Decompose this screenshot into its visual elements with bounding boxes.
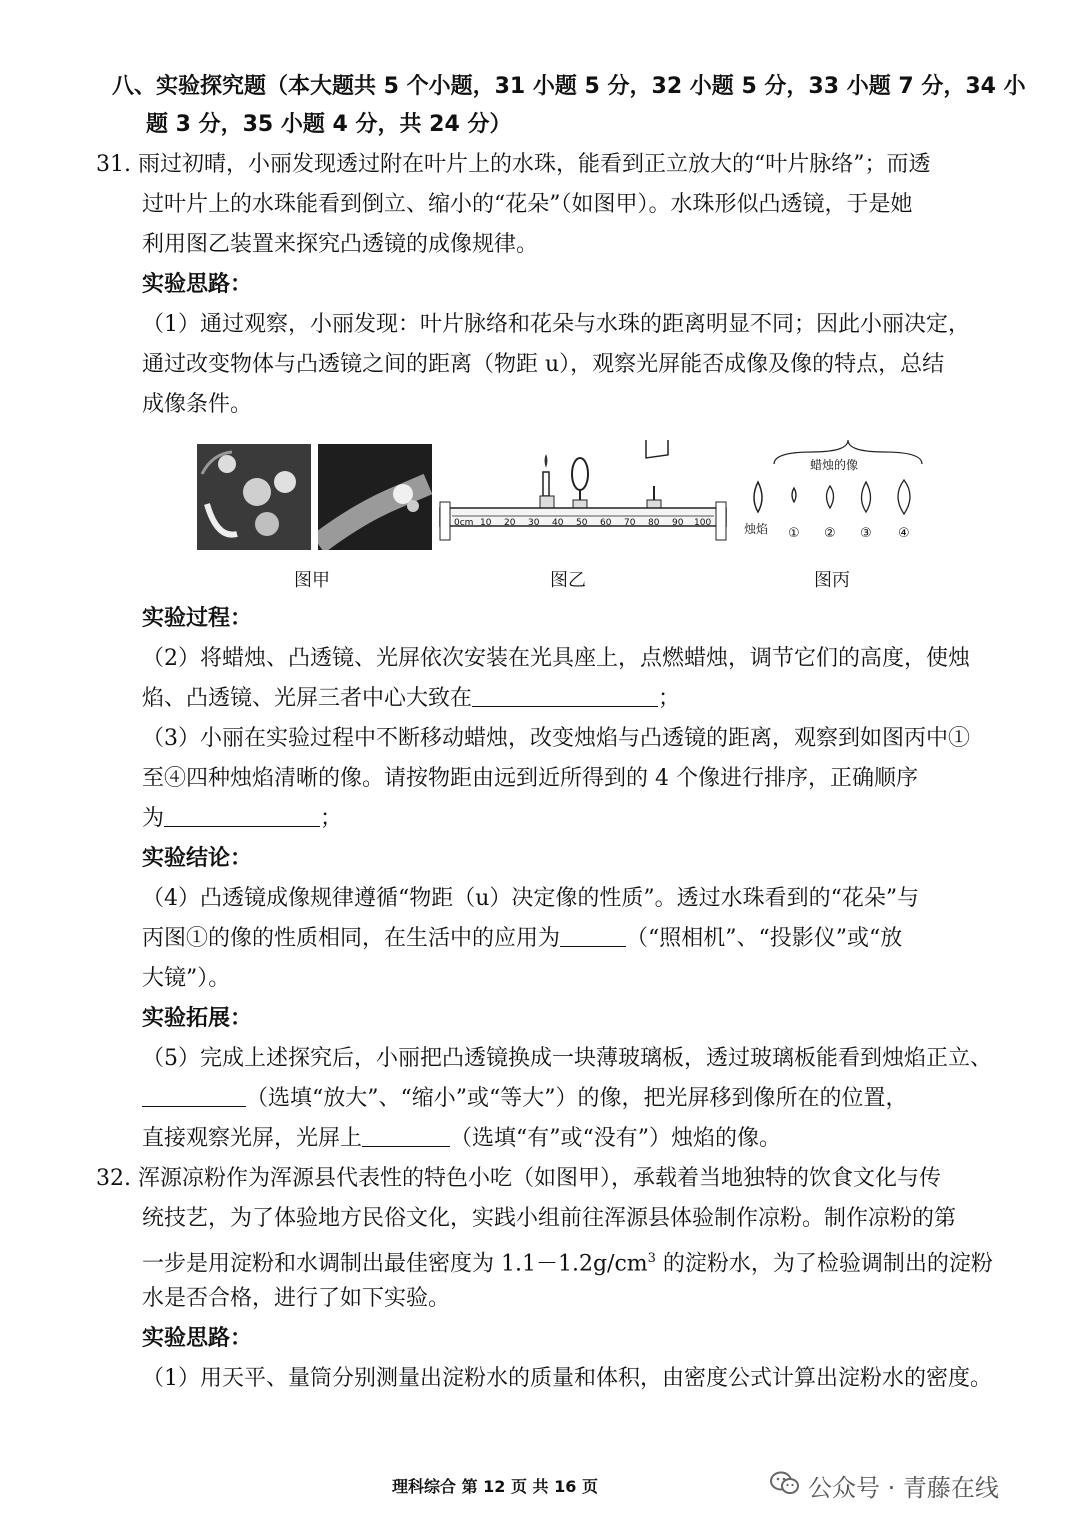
q31-p4-line2-end: （“照相机”、“投影仪”或“放 bbox=[626, 926, 903, 951]
ruler-unit: 0cm bbox=[454, 518, 474, 528]
q31-p3-line3-text: 为 bbox=[142, 806, 165, 831]
ruler-tick: 80 bbox=[648, 518, 660, 528]
q31-p3-line1: （3）小丽在实验过程中不断移动蜡烛，改变烛焰与凸透镜的距离，观察到如图丙中① bbox=[142, 726, 970, 751]
ruler-tick: 40 bbox=[552, 518, 564, 528]
answer-blank-3[interactable] bbox=[164, 804, 320, 827]
q31-line1: 31. 雨过初晴，小丽发现透过附在叶片上的水珠，能看到正立放大的“叶片脉络”；而透 bbox=[96, 152, 931, 177]
q31-heading-process: 实验过程： bbox=[142, 606, 253, 631]
figure-a-photo-right bbox=[318, 444, 432, 550]
q31-p4-line3: 大镜”）。 bbox=[142, 966, 231, 991]
figure-a-caption: 图甲 bbox=[294, 570, 330, 591]
q31-line3: 利用图乙装置来探究凸透镜的成像规律。 bbox=[142, 232, 539, 257]
q31-p3-line3 bbox=[142, 804, 342, 834]
section-title-line2: 题 3 分，35 小题 4 分，共 24 分） bbox=[146, 112, 512, 137]
q31-p5-line3 bbox=[142, 1124, 781, 1154]
q31-p2-line1: （2）将蜡烛、凸透镜、光屏依次安装在光具座上，点燃蜡烛，调节它们的高度，使烛 bbox=[142, 646, 970, 671]
answer-blank-5a[interactable] bbox=[142, 1084, 246, 1107]
ruler-tick: 60 bbox=[600, 518, 612, 528]
q31-line2: 过叶片上的水珠能看到倒立、缩小的“花朵”（如图甲）。水珠形似凸透镜，于是她 bbox=[142, 192, 913, 217]
q32-line3-superscript: 3 bbox=[647, 1251, 656, 1266]
q32-line4: 水是否合格，进行了如下实验。 bbox=[142, 1286, 451, 1311]
q32-line3-end: 的淀粉水，为了检验调制出的淀粉 bbox=[655, 1251, 993, 1277]
ruler-tick: 10 bbox=[480, 518, 492, 528]
ruler-tick: 30 bbox=[528, 518, 540, 528]
q31-p4-line2-text: 丙图①的像的性质相同，在生活中的应用为 bbox=[142, 926, 561, 951]
answer-blank-4[interactable] bbox=[560, 924, 626, 947]
q31-p5-line3-end: （选填“有”或“没有”）烛焰的像。 bbox=[450, 1126, 782, 1151]
q31-p1-line3: 成像条件。 bbox=[142, 392, 253, 417]
answer-blank-2[interactable] bbox=[472, 684, 658, 707]
section-title-line1: 八、实验探究题（本大题共 5 个小题，31 小题 5 分，32 小题 5 分，33 小题 7 分，34 小 bbox=[112, 74, 1026, 99]
page-footer: 理科综合 第 12 页 共 16 页 bbox=[392, 1477, 598, 1496]
q32-p1: （1）用天平、量筒分别测量出淀粉水的质量和体积，由密度公式计算出淀粉水的密度。 bbox=[142, 1366, 992, 1391]
q31-p4-line1: （4）凸透镜成像规律遵循“物距（u）决定像的性质”。透过水珠看到的“花朵”与 bbox=[142, 886, 920, 911]
ruler-scale bbox=[454, 518, 716, 532]
figure-c-candle-images bbox=[738, 440, 938, 560]
q32-line3-text: 一步是用淀粉和水调制出最佳密度为 1.1－1.2g/cm bbox=[142, 1251, 648, 1277]
q31-p5-line1: （5）完成上述探究后，小丽把凸透镜换成一块薄玻璃板，透过玻璃板能看到烛焰正立、 bbox=[142, 1046, 992, 1071]
q31-p5-line2 bbox=[142, 1084, 908, 1114]
q31-p2-line2-text: 焰、凸透镜、光屏三者中心大致在 bbox=[142, 686, 473, 711]
flame-label: 烛焰 bbox=[744, 522, 769, 536]
q31-heading-extension: 实验拓展： bbox=[142, 1006, 253, 1031]
q32-line2: 统技艺，为了体验地方民俗文化，实践小组前往浑源县体验制作凉粉。制作凉粉的第 bbox=[142, 1206, 957, 1231]
ruler-tick: 50 bbox=[576, 518, 588, 528]
image-mark-1: ① bbox=[788, 526, 800, 541]
q31-p2-line2 bbox=[142, 684, 680, 714]
q31-heading-conclusion: 实验结论： bbox=[142, 846, 253, 871]
answer-blank-5b[interactable] bbox=[362, 1124, 450, 1147]
image-mark-4: ④ bbox=[898, 526, 910, 541]
candle-image-label: 蜡烛的像 bbox=[810, 458, 859, 472]
figure-c-caption: 图丙 bbox=[814, 570, 850, 591]
candle-flame bbox=[545, 454, 548, 468]
figure-b-optical-bench bbox=[432, 440, 732, 560]
q32-line3 bbox=[142, 1244, 993, 1279]
q31-p1-line1: （1）通过观察，小丽发现：叶片脉络和花朵与水珠的距离明显不同；因此小丽决定， bbox=[142, 312, 970, 337]
image-mark-2: ② bbox=[824, 526, 836, 541]
ruler-tick: 100 bbox=[694, 518, 712, 528]
q31-p5-line3-text: 直接观察光屏，光屏上 bbox=[142, 1126, 363, 1151]
ruler-tick: 90 bbox=[672, 518, 684, 528]
image-mark-3: ③ bbox=[860, 526, 872, 541]
q31-p4-line2 bbox=[142, 924, 902, 954]
q31-heading-idea: 实验思路： bbox=[142, 272, 253, 297]
ruler-tick: 70 bbox=[624, 518, 636, 528]
wechat-icon bbox=[770, 1470, 800, 1496]
ruler-tick: 20 bbox=[504, 518, 516, 528]
watermark-text: 公众号 · 青藤在线 bbox=[808, 1474, 999, 1502]
q31-p3-line3-end: ； bbox=[320, 806, 343, 831]
q31-p2-line2-end: ； bbox=[658, 686, 681, 711]
figure-a-photo-left bbox=[197, 444, 311, 550]
q31-p3-line2: 至④四种烛焰清晰的像。请按物距由远到近所得到的 4 个像进行排序，正确顺序 bbox=[142, 766, 918, 791]
q32-heading-idea: 实验思路： bbox=[142, 1326, 253, 1351]
q31-p1-line2: 通过改变物体与凸透镜之间的距离（物距 u），观察光屏能否成像及像的特点，总结 bbox=[142, 352, 945, 377]
q31-p5-line2-text: （选填“放大”、“缩小”或“等大”）的像，把光屏移到像所在的位置， bbox=[246, 1086, 908, 1111]
q32-line1: 32. 浑源凉粉作为浑源县代表性的特色小吃（如图甲），承载着当地独特的饮食文化与传 bbox=[96, 1166, 941, 1191]
figure-b-caption: 图乙 bbox=[550, 570, 586, 591]
